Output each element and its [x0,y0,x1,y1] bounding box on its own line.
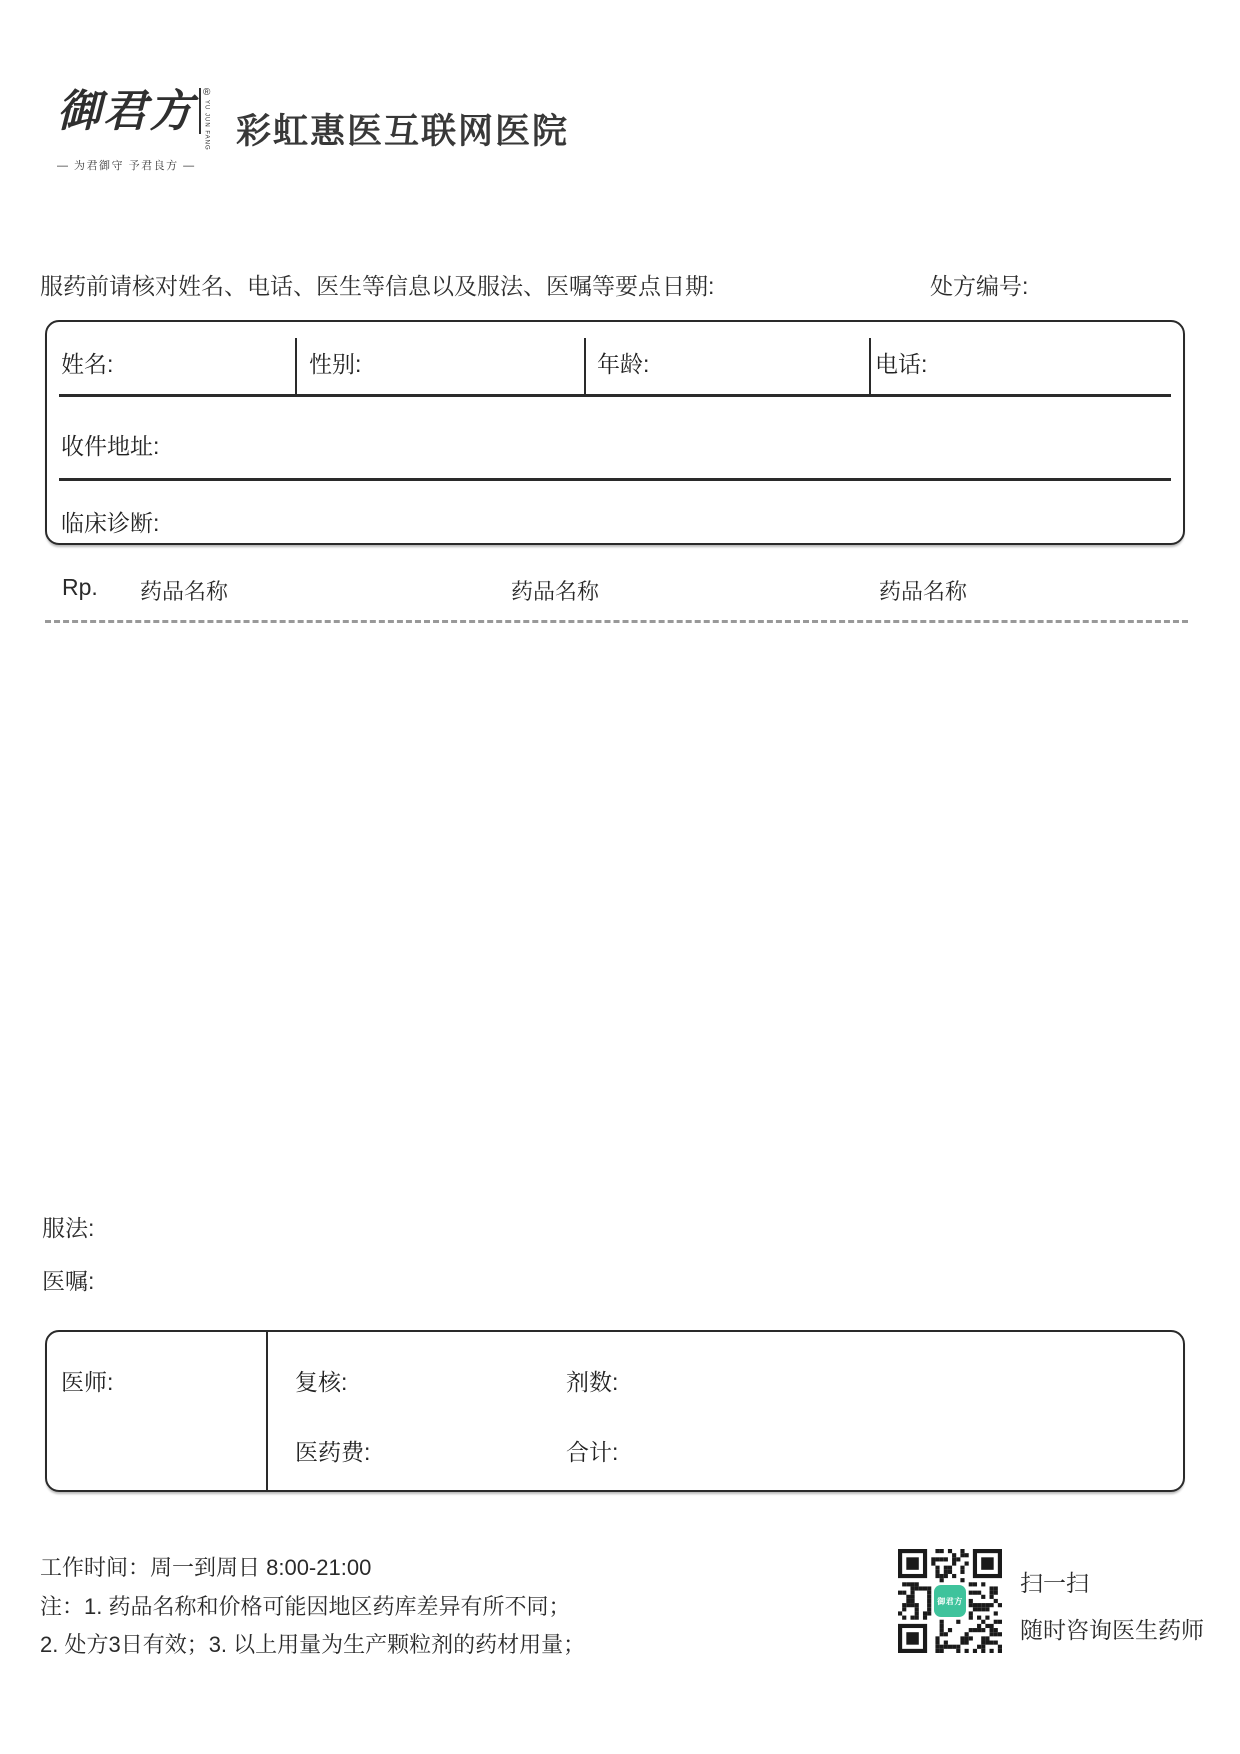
brand-logo-text: 御君方 [57,86,195,137]
drug-name-column-header: 药品名称 [511,579,600,604]
dose-count-label: 剂数: [566,1369,619,1395]
brand-logo-vertical-text: YU JUN FANG [203,100,210,151]
usage-method-label: 服法: [42,1215,95,1241]
shipping-address-label: 收件地址: [61,433,160,459]
doctor-advice-label: 医嘱: [42,1268,95,1294]
row-divider [59,394,1171,397]
logo-divider [199,88,201,134]
footnote-line-1: 注：1. 药品名称和价格可能因地区药库差异有所不同； [40,1594,571,1619]
qr-scan-label: 扫一扫 [1020,1570,1089,1596]
verification-notice: 服药前请核对姓名、电话、医生等信息以及服法、医嘱等要点 [40,273,661,299]
qr-scan-sublabel: 随时咨询医生药师 [1020,1617,1204,1643]
patient-phone-label: 电话: [875,351,928,377]
column-divider [266,1332,268,1490]
date-label: 日期: [662,273,715,299]
rp-label: Rp. [62,574,98,600]
signoff-box [45,1330,1185,1492]
registered-mark-icon: ® [203,87,211,98]
patient-info-box [45,320,1185,545]
column-divider [869,338,871,394]
rx-dashed-separator [45,620,1188,623]
review-label: 复核: [295,1369,348,1395]
column-divider [295,338,297,394]
drug-name-column-header: 药品名称 [140,579,229,604]
footnote-line-2: 2. 处方3日有效；3. 以上用量为生产颗粒剂的药材用量； [40,1632,586,1657]
medicine-fee-label: 医药费: [295,1439,371,1465]
physician-label: 医师: [61,1369,114,1395]
brand-logo [57,88,247,173]
qr-code [898,1549,1002,1653]
column-divider [584,338,586,394]
qr-center-logo [934,1585,966,1617]
qr-center-label: 御君方 [937,1596,963,1606]
drug-name-column-header: 药品名称 [879,579,968,604]
total-label: 合计: [566,1439,619,1465]
working-hours-text: 工作时间：周一到周日 8:00-21:00 [40,1555,372,1580]
clinical-diagnosis-label: 临床诊断: [61,510,160,536]
patient-age-label: 年龄: [597,351,650,377]
rx-number-label: 处方编号: [930,273,1029,299]
row-divider [59,478,1171,481]
patient-gender-label: 性别: [309,351,362,377]
brand-tagline: — 为君御守 予君良方 — [57,159,196,172]
hospital-title: 彩虹惠医互联网医院 [236,112,570,151]
patient-name-label: 姓名: [61,351,114,377]
